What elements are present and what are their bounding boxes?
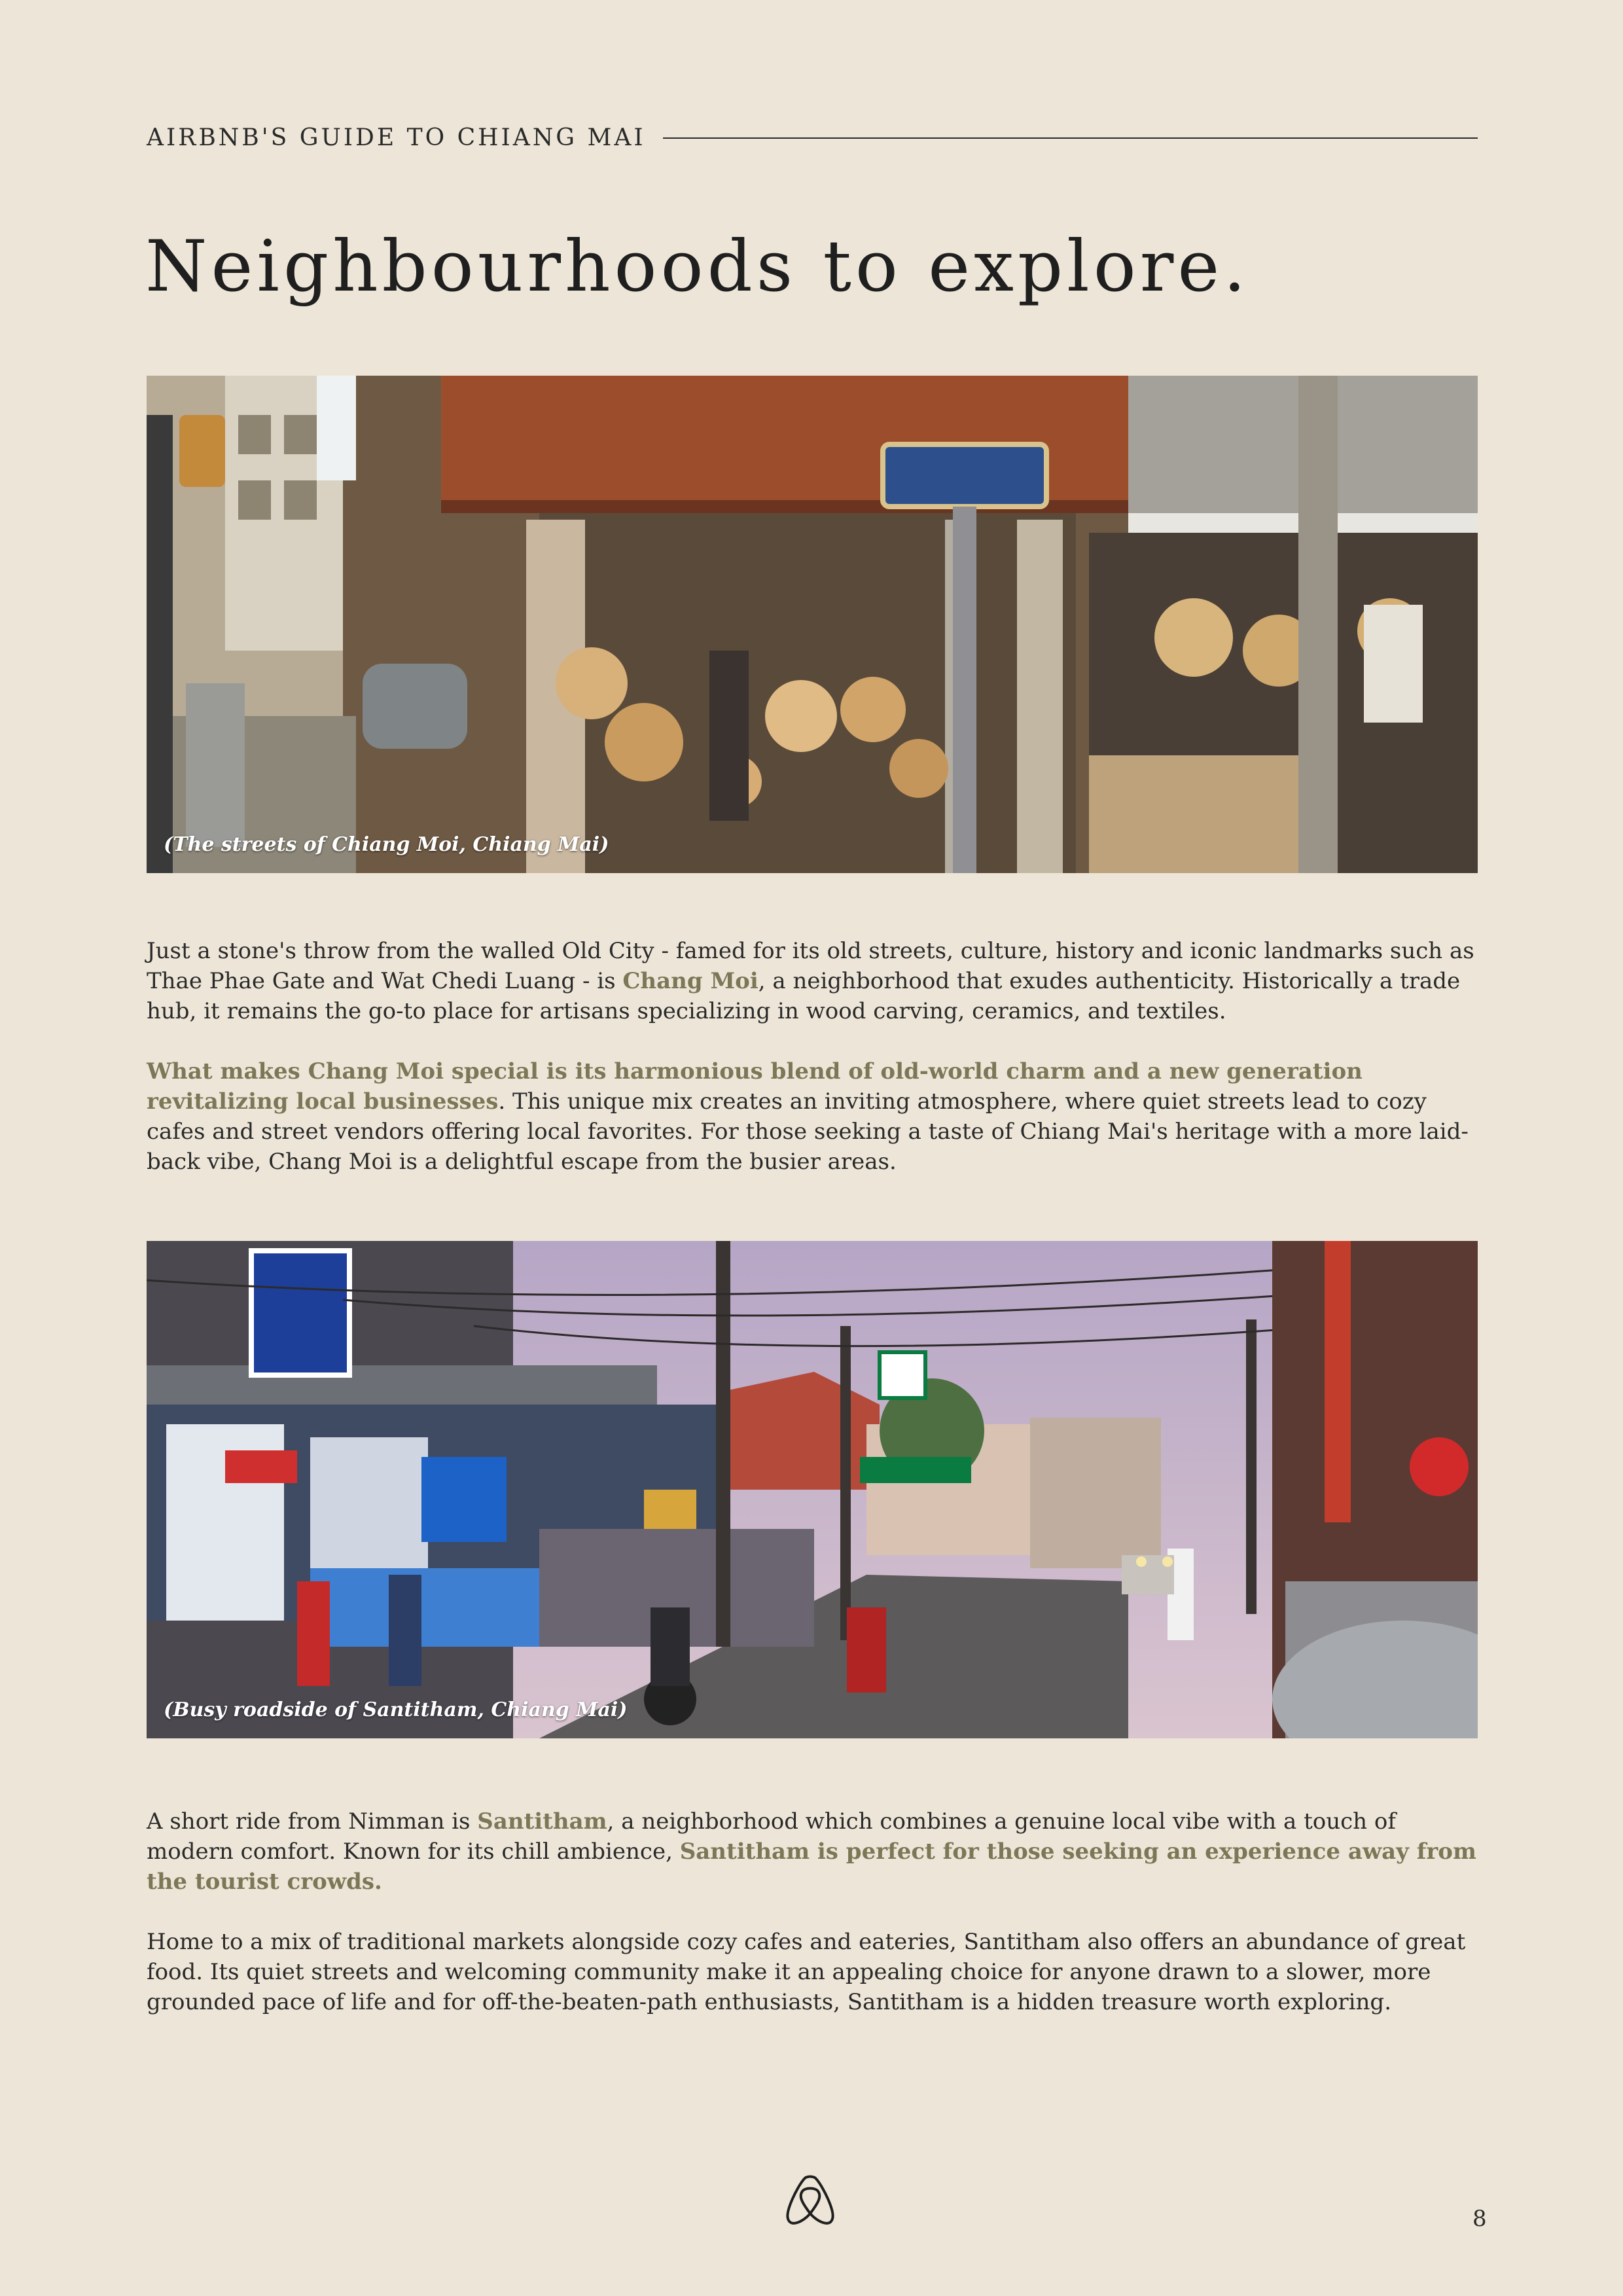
highlight-chang-moi-special: What makes Chang Moi special is its harmonious blend of old-world charm and a new generation revitalizing local businesses <box>147 1058 1363 1115</box>
chang-moi-street-photo <box>147 376 1478 873</box>
chang-moi-photo-illustration <box>147 376 1478 873</box>
santitham-photo-illustration <box>147 1241 1478 1738</box>
photo-caption: (The streets of Chiang Moi, Chiang Mai) <box>164 833 609 856</box>
highlight-santitham-perfect: Santitham is perfect for those seeking an experience away from the tourist crowds. <box>147 1839 1476 1895</box>
text-span: , a neighborhood that exudes authenticity. Historically a trade hub, it remains the go-to place for artisans specializing in wood carving, ceramics, and textiles. <box>147 968 1461 1024</box>
santitham-section <box>147 1806 1482 2047</box>
header-title: AIRBNB'S GUIDE TO CHIANG MAI <box>147 124 646 151</box>
text-span: A short ride from Nimman is <box>147 1808 478 1835</box>
text-span: Just a stone's throw from the walled Old City - famed for its old streets, culture, history and iconic landmarks such as Thae Phae Gate and Wat Chedi Luang - is <box>147 938 1474 994</box>
header <box>147 124 1478 151</box>
highlight-santitham: Santitham <box>477 1808 607 1835</box>
header-rule <box>663 137 1478 139</box>
chang-moi-paragraph-1 <box>147 936 1482 1026</box>
santitham-street-photo <box>147 1241 1478 1738</box>
highlight-chang-moi: Chang Moi <box>622 968 758 994</box>
page-number: 8 <box>1472 2206 1487 2232</box>
page-title: Neighbourhoods to explore. <box>145 226 1250 308</box>
chang-moi-paragraph-2 <box>147 1056 1482 1177</box>
photo-caption: (Busy roadside of Santitham, Chiang Mai) <box>164 1698 628 1721</box>
santitham-paragraph-1 <box>147 1806 1482 1897</box>
airbnb-logo-icon <box>784 2174 836 2229</box>
text-span: . This unique mix creates an inviting atmosphere, where quiet streets lead to cozy cafes and street vendors offering local favorites. For those seeking a taste of Chiang Mai's heritage with a more laid-back vibe, Chang Moi is a delightful escape from the busier areas. <box>147 1088 1469 1175</box>
text-span: , a neighborhood which combines a genuine local vibe with a touch of modern comfort. Known for its chill ambience, <box>147 1808 1396 1865</box>
santitham-paragraph-2: Home to a mix of traditional markets alongside cozy cafes and eateries, Santitham also offers an abundance of great food. Its quiet streets and welcoming community make it an appealing choice for anyone drawn to a slower, more grounded pace of life and for off-the-beaten-path enthusiasts, Santitham is a hidden treasure worth exploring. <box>147 1929 1466 2015</box>
chang-moi-section <box>147 936 1482 1207</box>
